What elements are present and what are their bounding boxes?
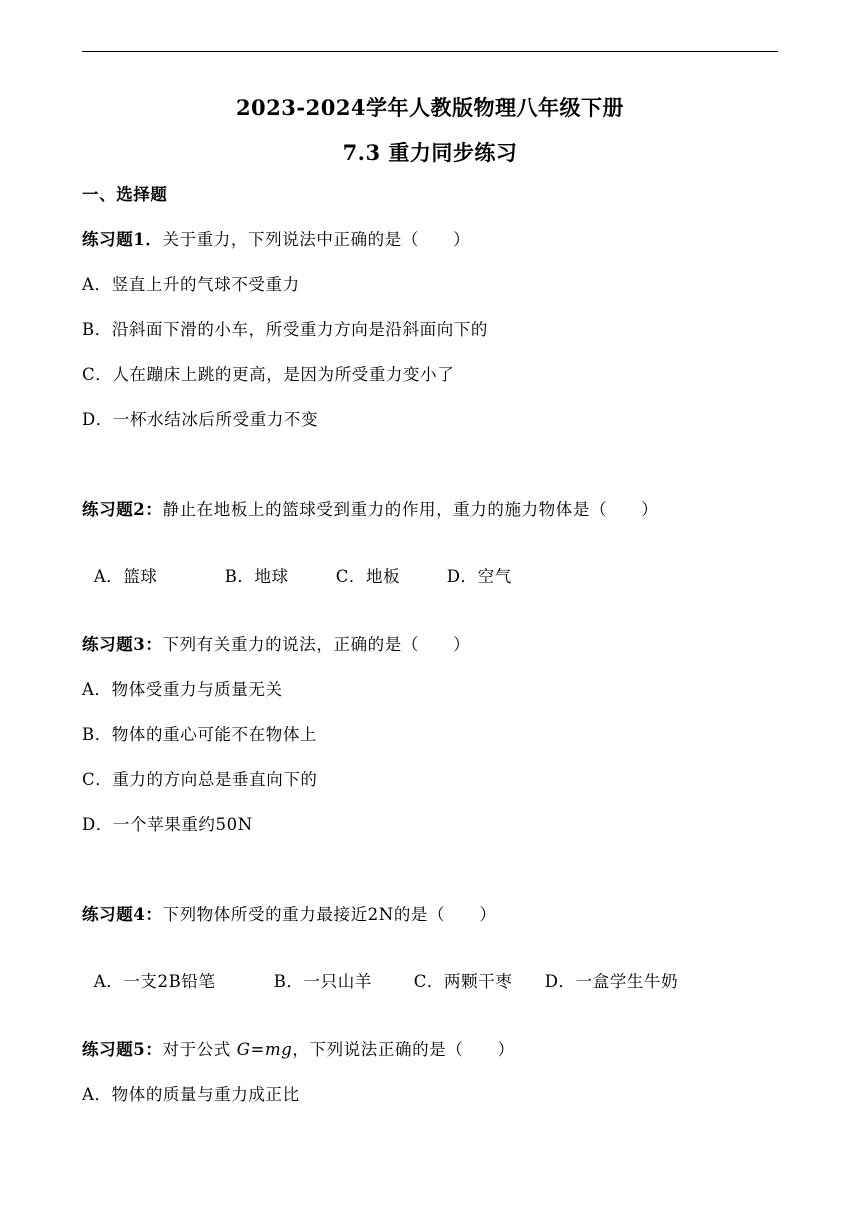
question-4-options	[82, 949, 678, 993]
question-1	[82, 229, 470, 251]
question-5-label: 练习题5：	[82, 1040, 163, 1059]
question-5	[82, 1039, 515, 1061]
question-3-option-c: C．重力的方向总是垂直向下的	[82, 770, 318, 789]
question-3-option-a: A．物体受重力与质量无关	[82, 680, 283, 699]
document-subtitle: 7.3 重力同步练习	[342, 140, 518, 165]
question-4-label: 练习题4：	[82, 905, 163, 924]
section-heading: 一、选择题	[82, 185, 168, 204]
header-rule	[82, 51, 778, 52]
question-2-option-d: D．空气	[446, 567, 512, 586]
question-1-option-a: A．竖直上升的气球不受重力	[82, 275, 300, 294]
question-4-stem: 下列物体所受的重力最接近2N的是（ ）	[162, 905, 497, 924]
question-5-formula: G=mg	[236, 1040, 293, 1059]
question-2-option-c: C．地板	[335, 567, 401, 586]
question-2	[82, 499, 658, 521]
question-2-stem: 静止在地板上的篮球受到重力的作用，重力的施力物体是（ ）	[162, 500, 659, 519]
question-2-label: 练习题2：	[82, 500, 163, 519]
question-5-stem-pre: 对于公式	[162, 1040, 231, 1059]
question-1-label: 练习题1．	[82, 230, 163, 249]
question-2-options	[82, 544, 512, 588]
question-3-option-b: B．物体的重心可能不在物体上	[82, 725, 318, 744]
question-4-option-d: D．一盒学生牛奶	[544, 972, 679, 991]
question-4-option-a: A．一支2B铅笔	[93, 972, 216, 991]
question-1-option-c: C．人在蹦床上跳的更高，是因为所受重力变小了	[82, 365, 455, 384]
question-2-option-b: B．地球	[224, 567, 289, 586]
question-4	[82, 904, 496, 926]
question-4-option-b: B．一只山羊	[273, 972, 372, 991]
question-1-option-d: D．一杯水结冰后所受重力不变	[82, 410, 319, 429]
question-3-label: 练习题3：	[82, 635, 163, 654]
question-3-option-d: D．一个苹果重约50N	[82, 815, 253, 834]
question-1-option-b: B．沿斜面下滑的小车，所受重力方向是沿斜面向下的	[82, 320, 489, 339]
document-title: 2023-2024学年人教版物理八年级下册	[235, 95, 625, 120]
question-4-option-c: C．两颗干枣	[413, 972, 513, 991]
question-5-option-a: A．物体的质量与重力成正比	[82, 1085, 300, 1104]
question-5-stem-post: ，下列说法正确的是（ ）	[292, 1040, 515, 1059]
question-3	[82, 634, 470, 656]
question-3-stem: 下列有关重力的说法，正确的是（ ）	[162, 635, 471, 654]
question-1-stem: 关于重力，下列说法中正确的是（ ）	[162, 230, 471, 249]
question-2-option-a: A．篮球	[93, 567, 158, 586]
